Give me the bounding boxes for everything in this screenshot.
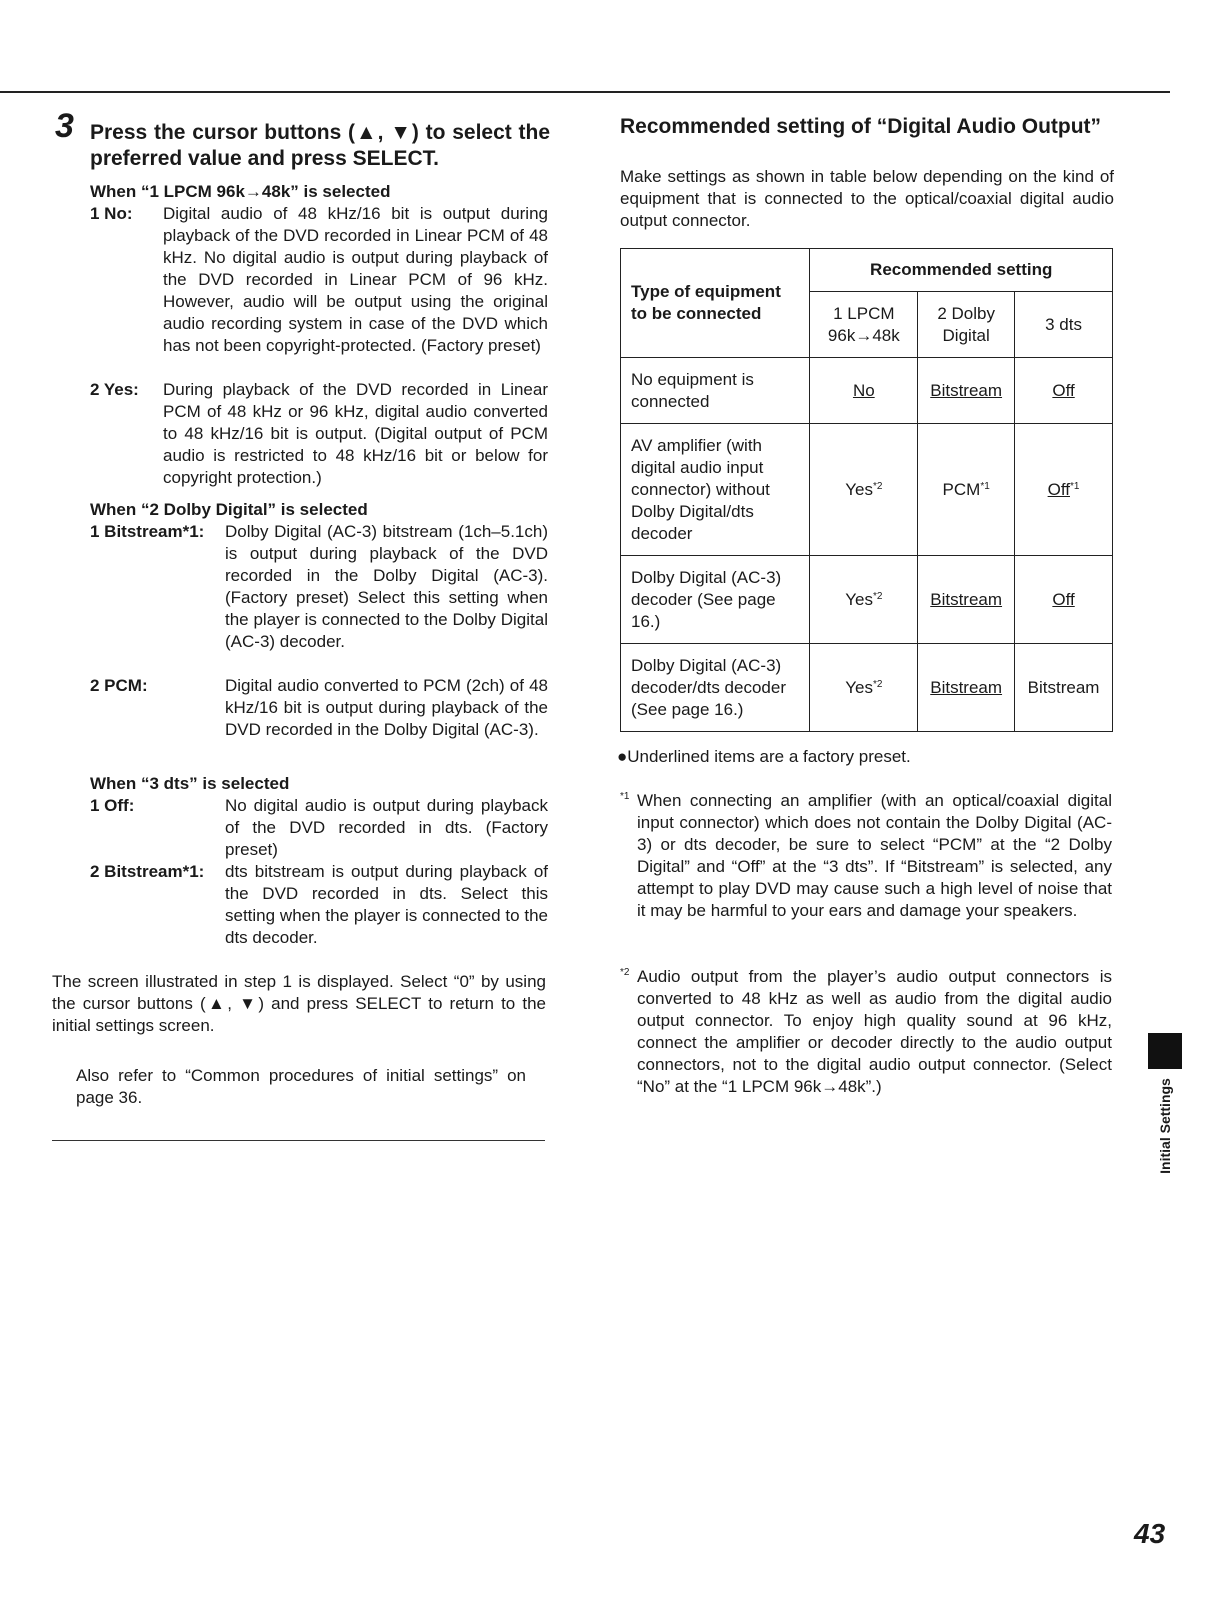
option-text: Digital audio of 48 kHz/16 bit is output during playback of the DVD recorded in Linear PCM of 48 kHz. No digital audio is output during playback of the DVD recorded in Linear PCM of 96 kHz. However, audio will be output using the original audio recording system in case of the DVD which has not been copyright-protected. (Factory preset) <box>163 204 548 355</box>
footnote-ref: *1 <box>980 480 990 492</box>
cell-value: Off <box>1052 589 1075 609</box>
option-text: Digital audio converted to PCM (2ch) of 48 kHz/16 bit is output during playback of the DVD recorded in the Dolby Digital (AC-3). <box>225 676 548 739</box>
equipment-type: AV amplifier (with digital audio input connector) without Dolby Digital/dts decoder <box>621 424 810 556</box>
option-text: During playback of the DVD recorded in Linear PCM of 48 kHz or 96 kHz, digital audio converted to 48 kHz/16 bit is output. (Digital output of PCM audio is restricted to 48 kHz/16 bit or below for copyright protection.) <box>163 380 548 487</box>
equipment-type-header: Type of equipment to be connected <box>621 249 810 358</box>
page-number: 43 <box>1134 1518 1166 1549</box>
footnote-1 <box>620 790 1112 922</box>
option-dts-off <box>90 795 548 861</box>
cell-value: No <box>852 380 875 400</box>
cell-dolby <box>918 556 1015 644</box>
footnote-2 <box>620 966 1112 1098</box>
option-dolby-bitstream <box>90 521 548 653</box>
cell-lpcm <box>810 358 918 424</box>
return-instructions: The screen illustrated in step 1 is displayed. Select “0” by using the cursor buttons (▲, ▼) and press SELECT to return to the initial settings screen. <box>52 972 546 1035</box>
option-label: 2 Bitstream*1: <box>90 862 205 881</box>
footnote-ref: *2 <box>872 590 883 602</box>
option-text: Dolby Digital (AC-3) bitstream (1ch–5.1ch) is output during playback of the DVD recorded in the Dolby Digital (AC-3). (Factory preset) Select this setting when the player is connected to the Dolby Digital (AC-3) decoder. <box>225 522 548 651</box>
equipment-type: No equipment is connected <box>621 358 810 424</box>
equipment-type: Dolby Digital (AC-3) decoder (See page 16.) <box>621 556 810 644</box>
option-label: 1 Bitstream*1: <box>90 522 205 541</box>
cell-value: Yes <box>845 479 873 499</box>
cell-value: Bitstream <box>930 677 1003 697</box>
cell-value: Bitstream <box>1027 677 1100 697</box>
recommended-setting-header: Recommended setting <box>810 249 1113 292</box>
top-rule <box>0 91 1170 93</box>
section-heading-lpcm: When “1 LPCM 96k→48k” is selected <box>90 182 391 201</box>
cell-lpcm <box>810 644 918 732</box>
table-row <box>621 644 1113 732</box>
option-label: 2 Yes: <box>90 380 139 399</box>
option-lpcm-no <box>90 203 548 357</box>
underline-note: ●Underlined items are a factory preset. <box>617 747 911 766</box>
section-heading-dts: When “3 dts” is selected <box>90 774 290 793</box>
step-number: 3 <box>55 107 74 145</box>
cell-lpcm <box>810 424 918 556</box>
col-header-dts: 3 dts <box>1015 292 1113 358</box>
cell-value: PCM <box>942 479 981 499</box>
option-lpcm-yes <box>90 379 548 489</box>
equipment-type: Dolby Digital (AC-3) decoder/dts decoder (See page 16.) <box>621 644 810 732</box>
intro-paragraph: Make settings as shown in table below depending on the kind of equipment that is connected to the optical/coaxial digital audio output connector. <box>620 167 1114 230</box>
option-label: 1 No: <box>90 204 133 223</box>
col-header-dolby: 2 Dolby Digital <box>918 292 1015 358</box>
cell-value: Yes <box>845 677 873 697</box>
recommended-settings-table <box>620 248 1113 732</box>
footnote-text: When connecting an amplifier (with an optical/coaxial digital input connector) which does not contain the Dolby Digital (AC-3) or dts decoder, be sure to select “PCM” at the “2 Dolby Digital” and “Off” at the “3 dts”. If “Bitstream” is selected, any attempt to play DVD may cause such a high level of noise that it may be harmful to your ears and damage your speakers. <box>637 791 1112 920</box>
col-header-lpcm: 1 LPCM 96k→48k <box>810 292 918 358</box>
cell-dts <box>1015 644 1113 732</box>
footnote-text: Audio output from the player’s audio output connectors is converted to 48 kHz as well as audio from the digital audio output connector. To enjoy high quality sound at 96 kHz, connect the amplifier or decoder directly to the audio output connectors, not to the digital audio output connector. (Select “No” at the “1 LPCM 96k→48k”.) <box>637 967 1112 1096</box>
bottom-rule <box>52 1140 545 1141</box>
footnote-ref: *1 <box>1070 480 1080 492</box>
cell-dts <box>1015 556 1113 644</box>
footnote-mark: *2 <box>620 967 630 978</box>
option-text: No digital audio is output during playback of the DVD recorded in dts. (Factory preset) <box>225 796 548 859</box>
refer-note: Also refer to “Common procedures of initial settings” on page 36. <box>76 1066 526 1107</box>
footnote-mark: *1 <box>620 791 630 802</box>
option-text: dts bitstream is output during playback of the DVD recorded in dts. Select this setting when the player is connected to the dts decoder. <box>225 862 548 947</box>
cell-value: Bitstream <box>930 380 1003 400</box>
cell-value: Bitstream <box>930 589 1003 609</box>
option-dolby-pcm <box>90 675 548 741</box>
section-heading: Recommended setting of “Digital Audio Output” <box>620 115 1102 138</box>
cell-value: Off <box>1047 479 1070 499</box>
table-row <box>621 358 1113 424</box>
cell-dts <box>1015 358 1113 424</box>
cell-value: Off <box>1052 380 1075 400</box>
cell-dolby <box>918 644 1015 732</box>
option-dts-bitstream <box>90 861 548 949</box>
option-label: 2 PCM: <box>90 676 148 695</box>
step-heading: Press the cursor buttons (▲, ▼) to select the preferred value and press SELECT. <box>90 121 550 170</box>
cell-value: Yes <box>845 589 873 609</box>
cell-lpcm <box>810 556 918 644</box>
section-tab-label: Initial Settings <box>1157 1078 1173 1174</box>
table-row <box>621 556 1113 644</box>
footnote-ref: *2 <box>872 678 883 690</box>
cell-dolby <box>918 424 1015 556</box>
option-label: 1 Off: <box>90 796 135 815</box>
table-row <box>621 424 1113 556</box>
cell-dts <box>1015 424 1113 556</box>
cell-dolby <box>918 358 1015 424</box>
footnote-ref: *2 <box>872 480 883 492</box>
section-heading-dolby: When “2 Dolby Digital” is selected <box>90 500 368 519</box>
